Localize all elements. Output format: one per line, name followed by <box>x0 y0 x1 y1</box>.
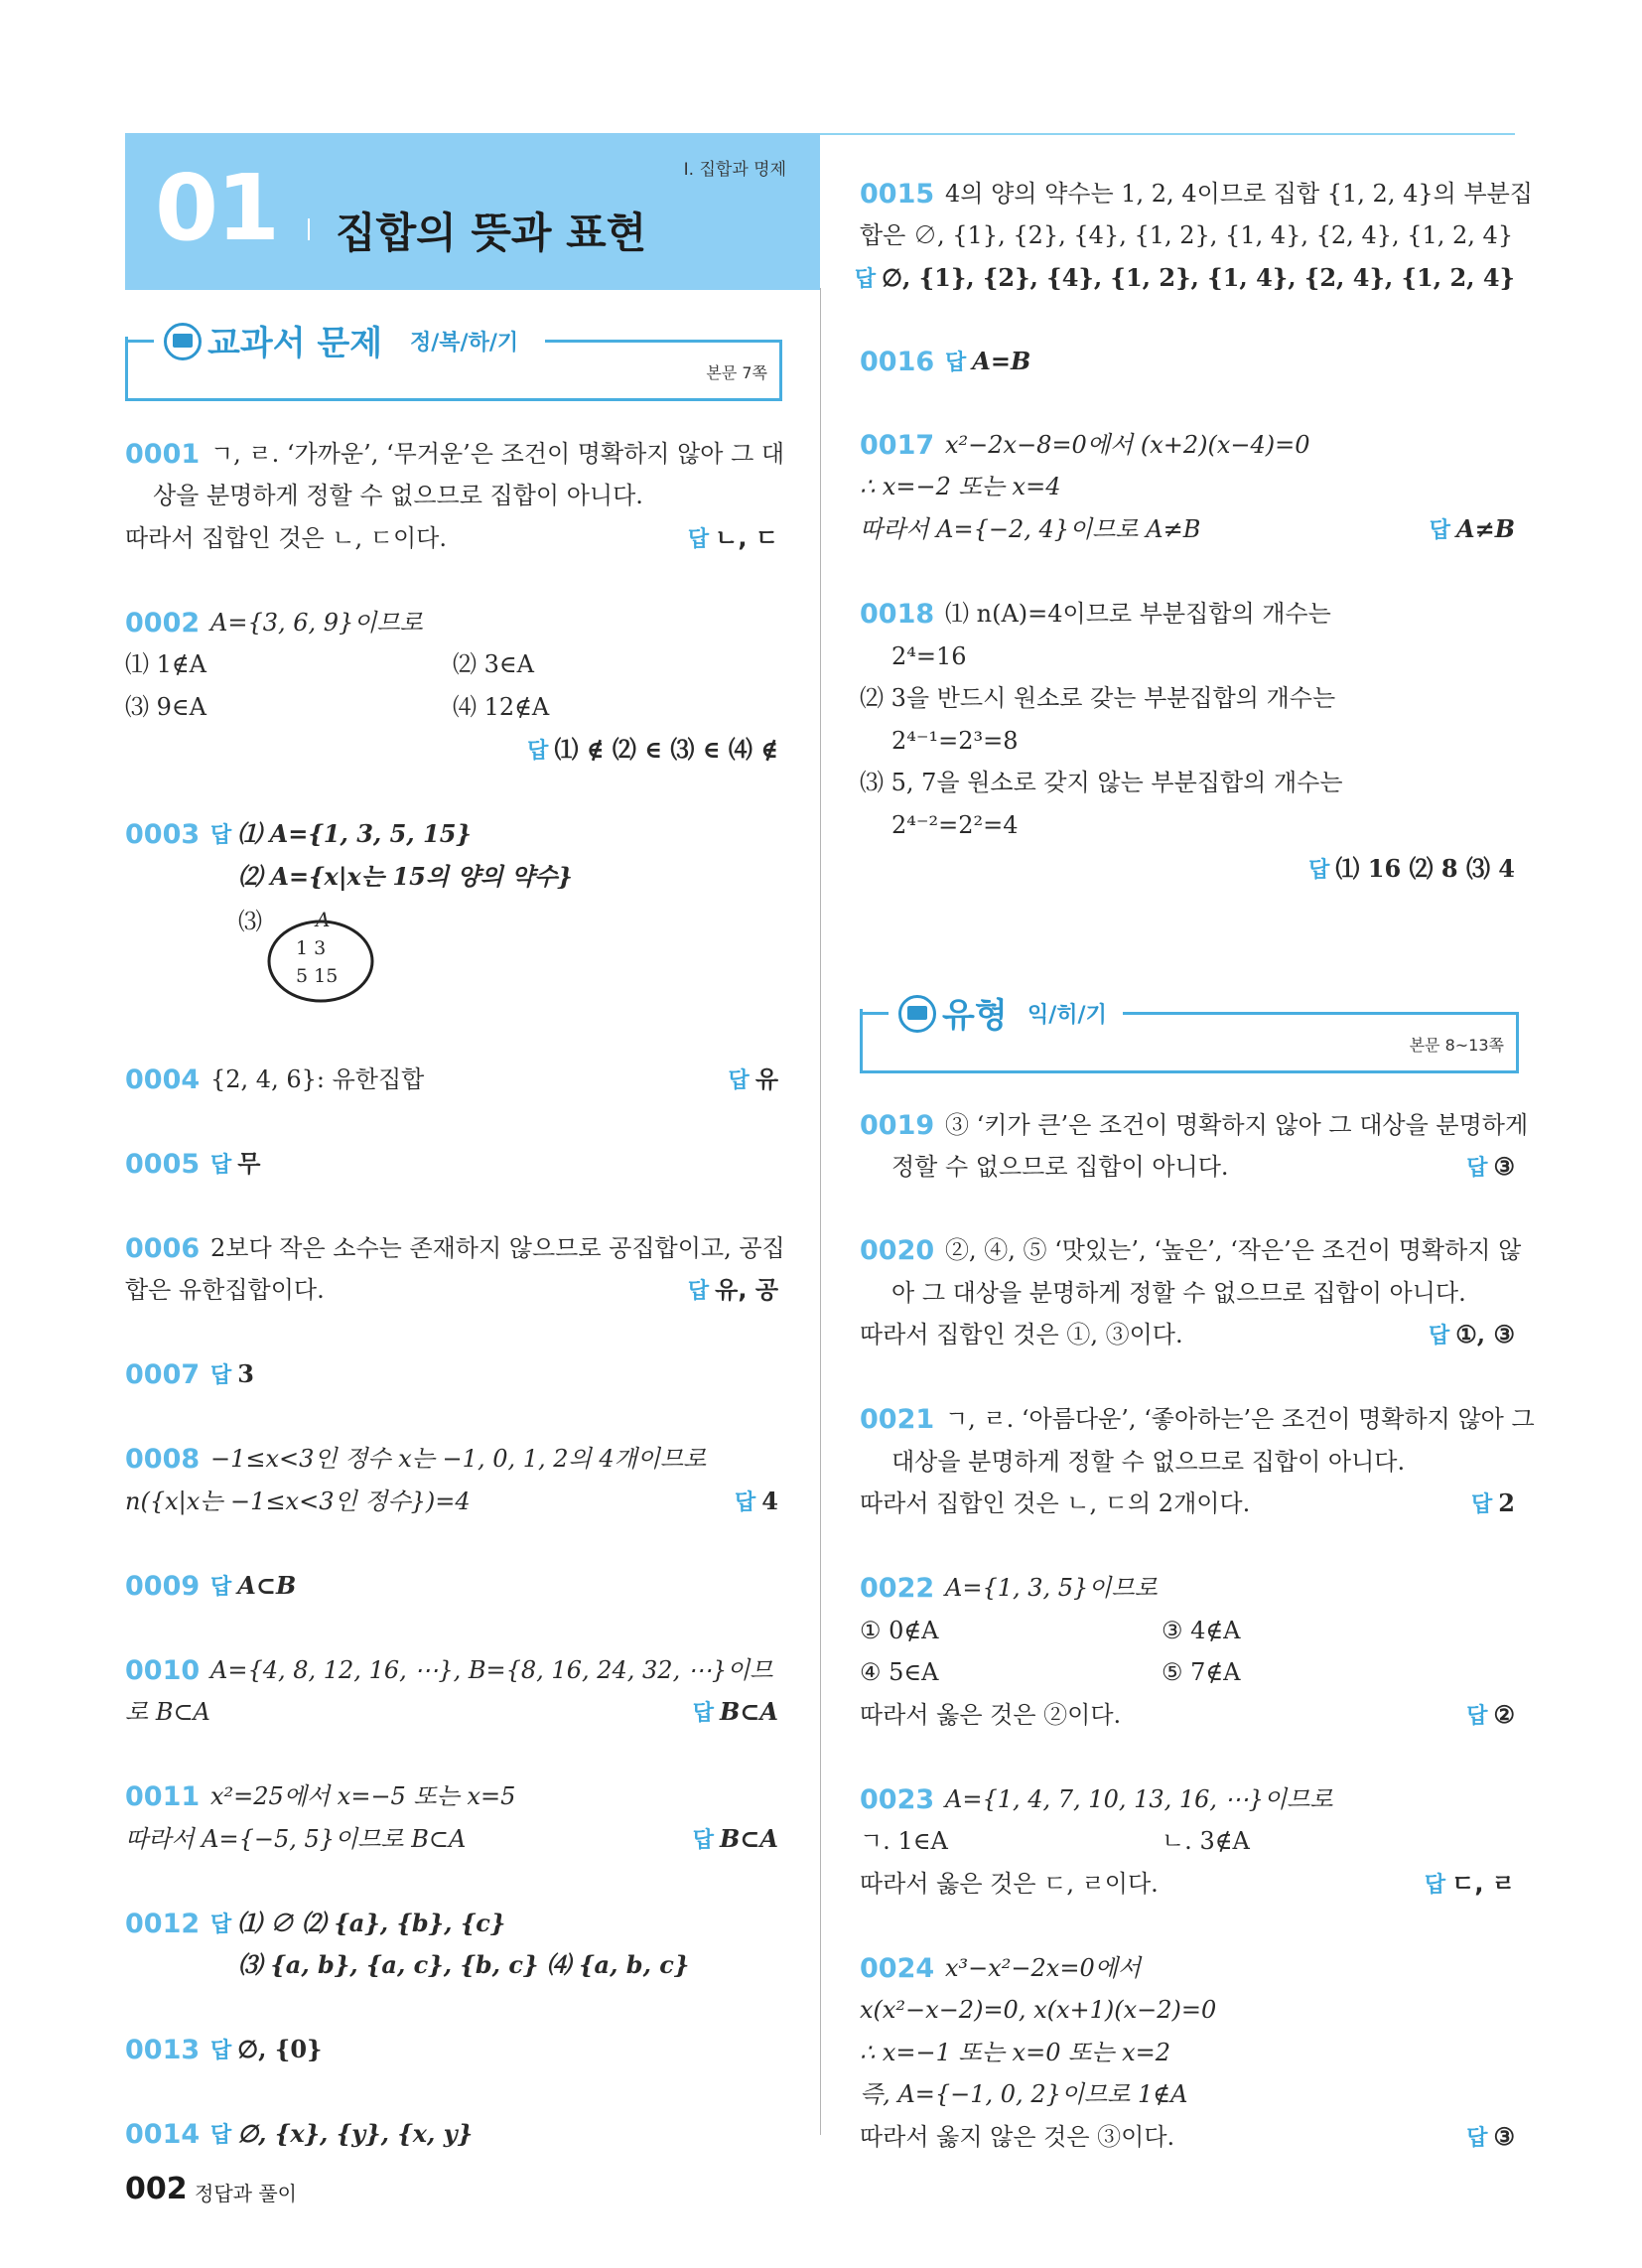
answer <box>1466 1700 1515 1732</box>
problem-number: 0008 <box>125 1444 201 1475</box>
solution-line: x²−2x−8=0에서 (x+2)(x−4)=0 <box>945 431 1310 459</box>
solution-line: A={3, 6, 9}이므로 <box>210 609 423 637</box>
answer-mark: 답 <box>210 1363 232 1388</box>
answer-mark: 답 <box>210 1913 232 1937</box>
answer-value: ∅, {1}, {2}, {4}, {1, 2}, {1, 4}, {2, 4}, {1, 2, 4} <box>882 263 1515 292</box>
section-page-ref: 본문 7쪽 <box>706 363 767 382</box>
solution-line: 2⁴⁻²=2²=4 <box>891 811 1019 839</box>
choice: ⑴ 1∉A <box>125 650 206 678</box>
problem-number: 0002 <box>125 608 201 638</box>
problem-number: 0003 <box>125 819 201 850</box>
solution-line: 합은 유한집합이다. <box>125 1276 325 1304</box>
solution-line: ②, ④, ⑤ ‘맛있는’, ‘높은’, ‘작은’은 조건이 명확하지 않 <box>945 1236 1522 1264</box>
problem-number: 0007 <box>125 1359 201 1390</box>
venn-set-label: A <box>316 908 331 931</box>
problem-number: 0006 <box>125 1233 201 1264</box>
choice: ⑶ 9∈A <box>125 693 206 721</box>
answer <box>1429 1320 1515 1351</box>
section-title: 교과서 문제 <box>207 324 383 363</box>
answer-value: A≠B <box>1455 514 1515 543</box>
choice: ㄴ. 3∉A <box>1162 1827 1250 1855</box>
answer-mark: 답 <box>1429 518 1450 543</box>
solution-line: 2⁴⁻¹=2³=8 <box>891 727 1019 755</box>
answer-value: 무 <box>237 1150 261 1178</box>
problem-number: 0017 <box>860 430 935 461</box>
solution-line: 2⁴=16 <box>891 642 967 670</box>
answer <box>855 263 1515 295</box>
problem-number: 0018 <box>860 599 935 630</box>
solution-line: A={1, 3, 5}이므로 <box>945 1574 1158 1602</box>
problem-number: 0013 <box>125 2035 201 2065</box>
solution-line: ③ ‘키가 큰’은 조건이 명확하지 않아 그 대상을 분명하게 <box>945 1111 1529 1139</box>
section-types <box>860 996 1519 1073</box>
solution-line: 따라서 집합인 것은 ①, ③이다. <box>860 1321 1183 1348</box>
problem-number: 0012 <box>125 1909 201 1939</box>
top-rule <box>820 133 1515 135</box>
answer-value: ㄴ, ㄷ <box>715 524 778 552</box>
solution-line: 합은 ∅, {1}, {2}, {4}, {1, 2}, {1, 4}, {2, 4}, {1, 2, 4} <box>860 221 1514 249</box>
solution-line: 따라서 옳은 것은 ㄷ, ㄹ이다. <box>860 1870 1159 1898</box>
answer-value: ⑶ {a, b}, {a, c}, {b, c} ⑷ {a, b, c} <box>238 1950 690 1979</box>
answer-value: 3 <box>237 1359 254 1388</box>
book-icon <box>164 323 202 360</box>
solution-line: ∴ x=−1 또는 x=0 또는 x=2 <box>860 2039 1171 2066</box>
solution-line: ⑵ 3을 반드시 원소로 갖는 부분집합의 개수는 <box>860 684 1336 712</box>
section-topline <box>545 340 782 343</box>
answer-mark: 답 <box>1308 858 1330 883</box>
pencil-note-icon <box>898 995 936 1033</box>
answer <box>1425 1869 1515 1901</box>
answer-mark: 답 <box>210 2039 232 2063</box>
choice: ⑤ 7∉A <box>1162 1658 1241 1686</box>
solution-line: ⑴ n(A)=4이므로 부분집합의 개수는 <box>945 600 1331 628</box>
answer-value: B⊂A <box>719 1697 778 1726</box>
solution-line: 4의 양의 약수는 1, 2, 4이므로 집합 {1, 2, 4}의 부분집 <box>945 180 1533 208</box>
problem-number: 0009 <box>125 1571 201 1602</box>
answer-mark: 답 <box>692 1828 714 1853</box>
problem-number: 0020 <box>860 1235 935 1266</box>
solution-line: 아 그 대상을 분명하게 정할 수 없으므로 집합이 아니다. <box>891 1279 1466 1307</box>
answer-value: A=B <box>972 347 1031 375</box>
answer <box>1466 1152 1515 1184</box>
answer-mark: 답 <box>728 1068 750 1093</box>
answer-mark: 답 <box>1466 1156 1488 1181</box>
answer-mark: 답 <box>210 1575 232 1600</box>
section-title: 유형 <box>942 996 1008 1036</box>
choice: ① 0∉A <box>860 1617 939 1644</box>
answer-value: ② <box>1493 1700 1515 1729</box>
chapter-header <box>125 133 820 290</box>
solution-line: 2보다 작은 소수는 존재하지 않으므로 공집합이고, 공집 <box>210 1234 785 1262</box>
solution-line: 대상을 분명하게 정할 수 없으므로 집합이 아니다. <box>891 1448 1406 1476</box>
section-subtitle: 정/복/하/기 <box>410 331 519 355</box>
solution-line: 따라서 옳은 것은 ②이다. <box>860 1701 1122 1729</box>
answer <box>210 2035 322 2066</box>
problem-number: 0005 <box>125 1149 201 1180</box>
answer <box>210 819 472 851</box>
chapter-separator <box>308 218 310 240</box>
answer-mark: 답 <box>210 1153 232 1178</box>
solution-line: A={1, 4, 7, 10, 13, 16, ⋯}이므로 <box>945 1785 1333 1813</box>
answer <box>693 1697 778 1729</box>
solution-line: 상을 분명하게 정할 수 없으므로 집합이 아니다. <box>153 482 643 509</box>
answer-mark: 답 <box>1428 1324 1450 1348</box>
solution-line: 따라서 집합인 것은 ㄴ, ㄷ의 2개이다. <box>860 1489 1251 1517</box>
answer-value: ⑴ 16 ⑵ 8 ⑶ 4 <box>1335 854 1515 883</box>
solution-line: n({x|x는 −1≤x<3인 정수})=4 <box>125 1488 471 1515</box>
problem-number: 0019 <box>860 1110 935 1141</box>
section-subtitle: 익/히/기 <box>1027 1003 1107 1028</box>
section-page-ref: 본문 8~13쪽 <box>1409 1036 1504 1055</box>
column-divider <box>820 288 821 2135</box>
problem-number: 0014 <box>125 2119 201 2150</box>
answer-mark: 답 <box>210 2123 232 2148</box>
answer-mark: 답 <box>1471 1492 1493 1517</box>
choice: ④ 5∈A <box>860 1658 939 1686</box>
solution-line: ⑶ 5, 7을 원소로 갖지 않는 부분집합의 개수는 <box>860 769 1343 796</box>
answer <box>1466 2122 1515 2154</box>
answer <box>1471 1488 1515 1520</box>
answer-value: 2 <box>1498 1488 1515 1517</box>
answer <box>1430 514 1515 546</box>
problem-number: 0015 <box>860 179 935 210</box>
answer <box>945 347 1030 378</box>
answer <box>729 1064 778 1096</box>
unit-label: Ⅰ. 집합과 명제 <box>683 160 786 180</box>
answer-mark: 답 <box>687 1279 710 1304</box>
problem-number: 0022 <box>860 1573 935 1604</box>
solution-line: 즉, A={−1, 0, 2}이므로 1∉A <box>860 2080 1188 2108</box>
solution-line: −1≤x<3인 정수 x는 −1, 0, 1, 2의 4개이므로 <box>210 1445 707 1473</box>
answer-value: A⊂B <box>237 1571 297 1600</box>
answer-value: ⑴ ∅ ⑵ {a}, {b}, {c} <box>237 1909 506 1937</box>
page-number: 002 <box>125 2172 188 2206</box>
answer <box>1308 854 1515 886</box>
solution-line: A={4, 8, 12, 16, ⋯}, B={8, 16, 24, 32, ⋯}이므 <box>210 1656 773 1684</box>
answer-mark: 답 <box>1466 1704 1488 1729</box>
problem-number: 0021 <box>860 1404 935 1435</box>
section-topline <box>863 1012 889 1015</box>
solution-line: 따라서 A={−5, 5}이므로 B⊂A <box>125 1825 467 1853</box>
answer <box>210 1149 260 1181</box>
problem-number: 0010 <box>125 1655 201 1686</box>
answer-mark: 답 <box>210 823 232 848</box>
venn-elements: 1 3 <box>296 937 327 959</box>
solution-line: x²=25에서 x=−5 또는 x=5 <box>210 1782 516 1810</box>
answer-mark: 답 <box>945 351 967 375</box>
section-textbook <box>125 324 782 401</box>
answer-mark: 답 <box>527 739 549 764</box>
answer-mark: 답 <box>687 527 710 552</box>
solution-line: 로 B⊂A <box>125 1698 210 1726</box>
answer-mark: 답 <box>1424 1873 1446 1898</box>
solution-line: x³−x²−2x=0에서 <box>945 1954 1142 1982</box>
answer-value: ⑵ A={x|x는 15의 양의 약수} <box>238 862 573 891</box>
solution-line: ㄱ, ㄹ. ‘가까운’, ‘무거운’은 조건이 명확하지 않아 그 대 <box>210 440 785 468</box>
solution-line: {2, 4, 6}: 유한집합 <box>210 1065 425 1093</box>
answer <box>210 2119 473 2151</box>
answer-value: ∅, {0} <box>237 2035 323 2063</box>
answer-value: ⑶ <box>238 908 262 935</box>
answer-value: 유, 공 <box>715 1276 778 1304</box>
answer-value: ③ <box>1493 1152 1515 1181</box>
answer <box>527 735 778 767</box>
solution-line: ∴ x=−2 또는 x=4 <box>860 473 1061 500</box>
choice: ③ 4∉A <box>1162 1617 1241 1644</box>
solution-line: 정할 수 없으므로 집합이 아니다. <box>891 1153 1229 1181</box>
answer-value: 유 <box>754 1065 778 1093</box>
answer-mark: 답 <box>692 1701 714 1726</box>
problem-number: 0024 <box>860 1953 935 1984</box>
answer <box>210 1571 296 1603</box>
answer-value: ③ <box>1493 2122 1515 2151</box>
venn-elements: 5 15 <box>296 965 339 987</box>
problem-number: 0001 <box>125 439 201 470</box>
solution-line: 따라서 A={−2, 4}이므로 A≠B <box>860 515 1201 543</box>
answer-value: ㄷ, ㄹ <box>1451 1870 1515 1898</box>
answer <box>210 1359 254 1391</box>
answer <box>688 523 778 555</box>
answer <box>210 1909 505 1940</box>
answer-mark: 답 <box>854 267 877 292</box>
answer-mark: 답 <box>735 1490 756 1515</box>
solution-line: ㄱ, ㄹ. ‘아름다운’, ‘좋아하는’은 조건이 명확하지 않아 그 <box>945 1405 1535 1433</box>
chapter-number: 01 <box>155 155 279 261</box>
solution-line: 따라서 옳지 않은 것은 ③이다. <box>860 2123 1175 2151</box>
choice: ⑵ 3∈A <box>453 650 534 678</box>
answer-value: 4 <box>761 1487 778 1515</box>
section-topline <box>128 340 154 343</box>
chapter-title: 집합의 뜻과 표현 <box>336 209 647 257</box>
problem-number: 0004 <box>125 1064 201 1095</box>
section-topline <box>1123 1012 1519 1015</box>
problem-number: 0011 <box>125 1781 201 1812</box>
answer-value: ①, ③ <box>1455 1320 1515 1348</box>
answer-value: ⑴ ∉ ⑵ ∈ ⑶ ∈ ⑷ ∉ <box>554 735 778 764</box>
answer <box>735 1487 778 1518</box>
answer-value: ∅, {x}, {y}, {x, y} <box>237 2119 474 2148</box>
problem-number: 0016 <box>860 347 935 377</box>
footer-label: 정답과 풀이 <box>195 2182 297 2205</box>
choice: ⑷ 12∉A <box>453 693 550 721</box>
answer-mark: 답 <box>1466 2126 1488 2151</box>
solution-line: x(x²−x−2)=0, x(x+1)(x−2)=0 <box>860 1996 1217 2024</box>
choice: ㄱ. 1∈A <box>860 1827 948 1855</box>
answer-value: ⑴ A={1, 3, 5, 15} <box>237 819 472 848</box>
problem-number: 0023 <box>860 1784 935 1815</box>
solution-line: 따라서 집합인 것은 ㄴ, ㄷ이다. <box>125 524 447 552</box>
answer <box>693 1824 778 1856</box>
answer-value: B⊂A <box>719 1824 778 1853</box>
answer <box>688 1275 778 1307</box>
